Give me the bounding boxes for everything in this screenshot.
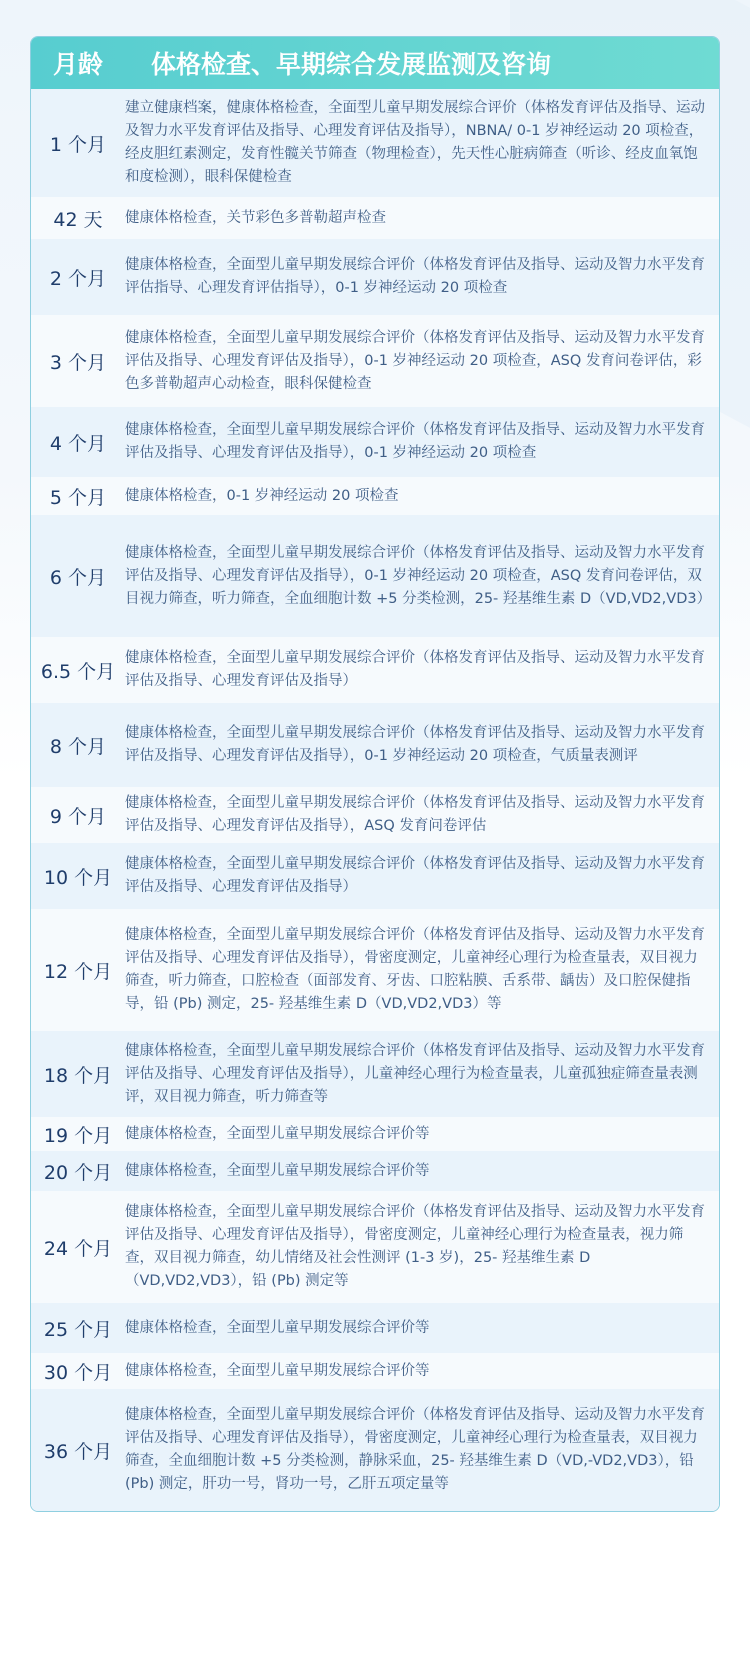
row-content: 健康体格检查，全面型儿童早期发展综合评价（体格发育评估及指导、运动及智力水平发育评估及指导、心理发育评估及指导），骨密度测定，儿童神经心理行为检查量表，双目视力筛查，全血细胞计数 +5 分类检测，静脉采血，25- 羟基维生素 D（VD,-VD2,VD3），铅 (Pb) 测定，肝功一号，肾功一号，乙肝五项定量等 [125,1407,705,1492]
row-month: 1 个月 [49,133,107,156]
row-month: 42 天 [53,208,103,231]
row-content: 健康体格检查，全面型儿童早期发展综合评价等 [125,1162,430,1179]
row-content: 健康体格检查，全面型儿童早期发展综合评价（体格发育评估及指导、运动及智力水平发育评估指导、心理发育评估指导），0-1 岁神经运动 20 项检查 [125,257,705,296]
table-row [31,477,719,515]
table-body [31,89,719,1511]
table-row [31,1353,719,1389]
table-row [31,1303,719,1353]
table-row [31,909,719,1031]
row-month: 19 个月 [43,1124,113,1147]
row-content: 健康体格检查，全面型儿童早期发展综合评价（体格发育评估及指导、运动及智力水平发育评估及指导、心理发育评估及指导），骨密度测定，儿童神经心理行为检查量表，双目视力筛查，听力筛查，口腔检查（面部发育、牙齿、口腔粘膜、舌系带、龋齿）及口腔保健指导，铅 (Pb) 测定，25- 羟基维生素 D（VD,VD2,VD3）等 [125,927,705,1012]
row-content: 健康体格检查，全面型儿童早期发展综合评价（体格发育评估及指导、运动及智力水平发育评估及指导、心理发育评估及指导），0-1 岁神经运动 20 项检查，ASQ 发育问卷评估，彩色多普勒超声心动检查，眼科保健检查 [125,329,705,392]
row-content: 健康体格检查，全面型儿童早期发展综合评价（体格发育评估及指导、运动及智力水平发育评估及指导、心理发育评估及指导） [125,856,705,895]
table-row [31,407,719,477]
header-content-label: 体格检查、早期综合发展监测及咨询 [151,50,552,79]
row-month: 20 个月 [43,1161,113,1184]
row-month: 2 个月 [49,267,107,290]
table-header [31,37,719,89]
row-content: 建立健康档案，健康体格检查，全面型儿童早期发展综合评价（体格发育评估及指导、运动及智力水平发育评估及指导、心理发育评估及指导），NBNA/ 0-1 岁神经运动 20 项检查，经皮胆红素测定，发育性髋关节筛查（物理检查），先天性心脏病筛查（听诊、经皮血氧饱和度检测），眼科保健检查 [125,100,705,185]
row-month: 5 个月 [49,486,107,509]
table-row [31,515,719,637]
row-month: 4 个月 [49,432,107,455]
table-row [31,637,719,703]
row-content: 健康体格检查，关节彩色多普勒超声检查 [125,209,386,226]
row-month: 3 个月 [49,351,107,374]
row-month: 30 个月 [43,1361,113,1384]
table-row [31,787,719,843]
row-month: 24 个月 [43,1237,113,1260]
row-content: 健康体格检查，全面型儿童早期发展综合评价（体格发育评估及指导、运动及智力水平发育评估及指导、心理发育评估及指导），儿童神经心理行为检查量表，儿童孤独症筛查量表测评，双目视力筛查，听力筛查等 [125,1042,705,1105]
row-content: 健康体格检查，全面型儿童早期发展综合评价（体格发育评估及指导、运动及智力水平发育评估及指导、心理发育评估及指导），骨密度测定，儿童神经心理行为检查量表，视力筛查，双目视力筛查，幼儿情绪及社会性测评 (1-3 岁)，25- 羟基维生素 D（VD,VD2,VD3），铅 (Pb) 测定等 [125,1204,705,1289]
table-row [31,239,719,315]
row-content: 健康体格检查，全面型儿童早期发展综合评价等 [125,1319,430,1336]
table-row [31,89,719,197]
table-row [31,315,719,407]
table-row [31,1117,719,1151]
table-row [31,703,719,787]
table-row [31,1031,719,1117]
table-row [31,843,719,909]
row-content: 健康体格检查，全面型儿童早期发展综合评价（体格发育评估及指导、运动及智力水平发育评估及指导、心理发育评估及指导），0-1 岁神经运动 20 项检查，气质量表测评 [125,725,705,764]
table-row [31,1151,719,1191]
row-month: 18 个月 [43,1064,113,1087]
row-month: 9 个月 [49,805,107,828]
table-row [31,1389,719,1511]
row-month: 12 个月 [43,960,113,983]
table-row [31,1191,719,1303]
row-month: 6 个月 [49,566,107,589]
row-content: 健康体格检查，全面型儿童早期发展综合评价（体格发育评估及指导、运动及智力水平发育评估及指导、心理发育评估及指导），ASQ 发育问卷评估 [125,795,705,834]
row-month: 10 个月 [43,866,113,889]
row-content: 健康体格检查，全面型儿童早期发展综合评价（体格发育评估及指导、运动及智力水平发育评估及指导、心理发育评估及指导），0-1 岁神经运动 20 项检查 [125,422,705,461]
row-content: 健康体格检查，全面型儿童早期发展综合评价等 [125,1125,430,1142]
row-content: 健康体格检查，全面型儿童早期发展综合评价（体格发育评估及指导、运动及智力水平发育评估及指导、心理发育评估及指导），0-1 岁神经运动 20 项检查，ASQ 发育问卷评估，双目视力筛查，听力筛查，全血细胞计数 +5 分类检测，25- 羟基维生素 D（VD,VD2,VD3） [125,544,712,607]
header-month-label: 月龄 [52,50,103,79]
row-content: 健康体格检查，全面型儿童早期发展综合评价等 [125,1362,430,1379]
row-month: 8 个月 [49,735,107,758]
row-content: 健康体格检查，0-1 岁神经运动 20 项检查 [125,487,399,504]
table-row [31,197,719,239]
row-content: 健康体格检查，全面型儿童早期发展综合评价（体格发育评估及指导、运动及智力水平发育评估及指导、心理发育评估及指导） [125,650,705,689]
row-month: 36 个月 [43,1440,113,1463]
row-month: 6.5 个月 [40,660,116,683]
checkup-schedule-table [30,36,720,1512]
row-month: 25 个月 [43,1318,113,1341]
